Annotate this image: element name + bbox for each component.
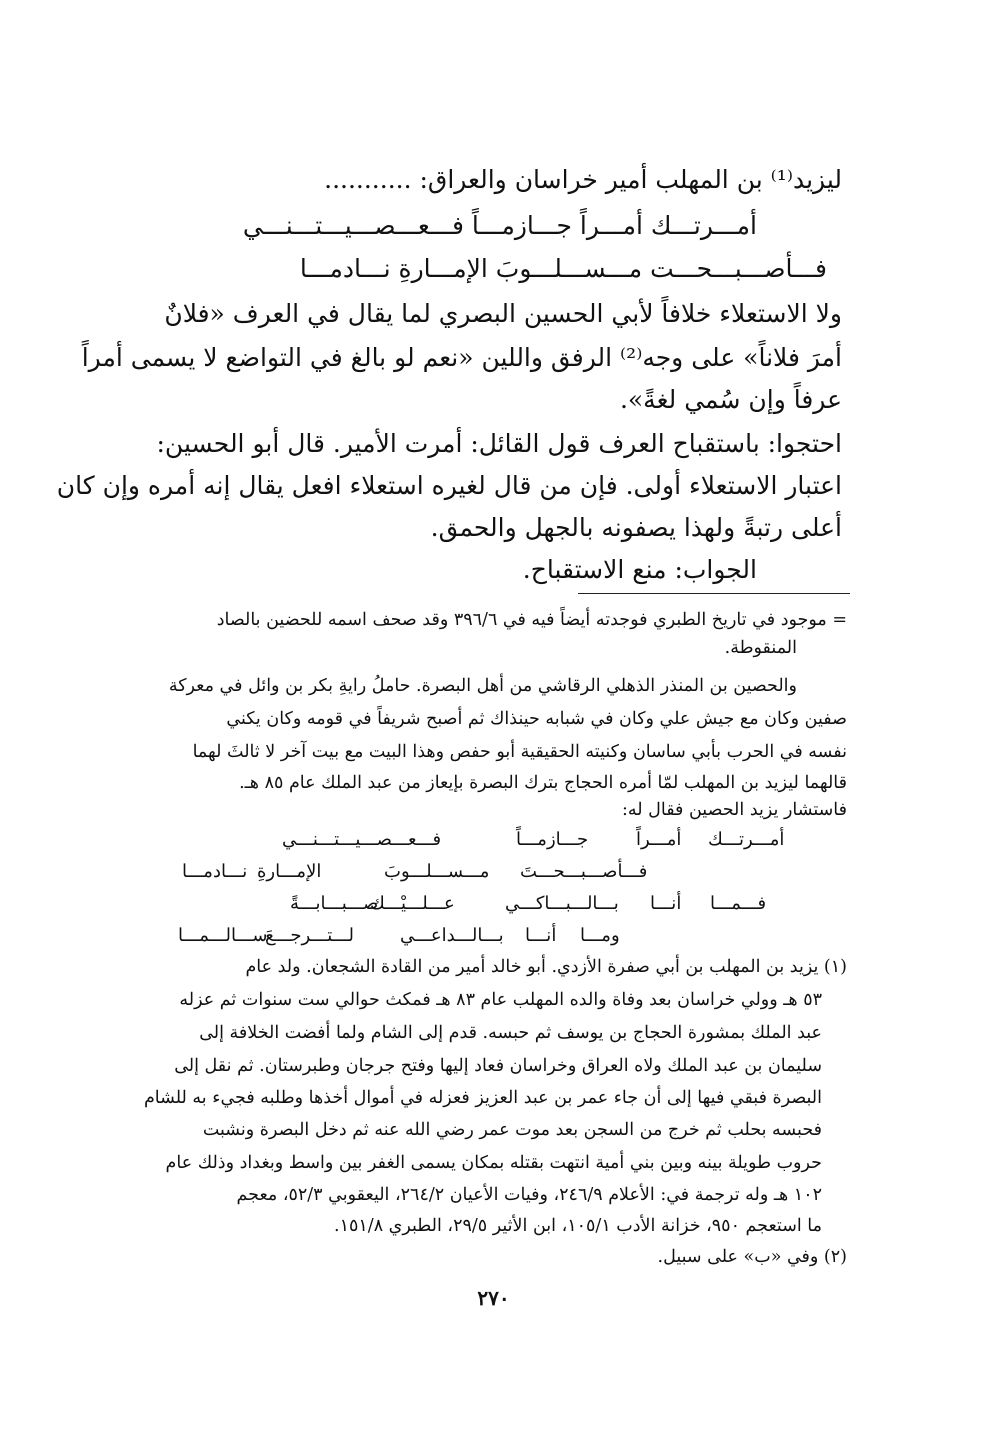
verse-word: نـــادمـــا xyxy=(182,861,248,882)
footnote-continuation-line-2: المنقوطة. xyxy=(724,638,797,658)
verse-word: أنـــا xyxy=(525,925,557,946)
footnote-continuation-line-1: = موجود في تاريخ الطبري فوجدته أيضاً فيه في ٣٩٦/٦ وقد صحف اسمه للحضين بالصاد xyxy=(216,610,847,630)
footnote-bio-line-4: قالهما ليزيد بن المهلب لمّا أمره الحجاج بترك البصرة بإيعاز من عبد الملك عام ٨٥ هـ. xyxy=(239,773,847,793)
verse-word: بـــالـــبـــاكـــي xyxy=(505,893,619,914)
footnote-verses xyxy=(0,825,987,945)
poem-line-1: أمـــرتـــك أمـــراً جـــازمـــاً فـــعـــصـــيـــتـــنـــي xyxy=(242,211,757,240)
verse-row-1 xyxy=(0,825,987,855)
footnote-1-line-1: (١) يزيد بن المهلب بن أبي صفرة الأزدي. أبو خالد أمير من القادة الشجعان. ولد عام xyxy=(245,957,847,977)
footnote-1-line-5: البصرة فبقي فيها إلى أن جاء عمر بن عبد العزيز فعزله في أموال أخذها وطلبه فجيء به للشام xyxy=(143,1088,822,1108)
footnote-1-line-6: فحبسه بحلب ثم خرج من السجن بعد موت عمر رضي الله عنه ثم دخل البصرة ونشبت xyxy=(202,1120,822,1140)
verse-word: فـــعـــصـــيـــتـــنـــي xyxy=(282,829,442,850)
paragraph-1-line-3: عرفاً وإن سُمي لغةً». xyxy=(619,385,842,414)
leader-dots: ........... xyxy=(324,165,412,194)
paragraph-1-line-1: ولا الاستعلاء خلافاً لأبي الحسين البصري لما يقال في العرف «فلانٌ xyxy=(164,299,842,328)
verse-word: فـــأصـــبـــحـــتَ xyxy=(520,861,648,882)
verse-row-2 xyxy=(0,857,987,887)
verse-row-4 xyxy=(0,921,987,951)
paragraph-2-line-3: أعلى رتبةً ولهذا يصفونه بالجهل والحمق. xyxy=(430,513,842,542)
page-number: ٢٧٠ xyxy=(477,1286,510,1310)
footnote-1-line-4: سليمان بن عبد الملك ولاه العراق وخراسان فعاد إليها وفتح جرجان وطبرستان. ثم نقل إلى xyxy=(174,1056,822,1076)
footnote-bio-line-1: والحصين بن المنذر الذهلي الرقاشي من أهل البصرة. حاملُ رايةِ بكر بن وائل في معركة xyxy=(168,676,797,696)
intro-line xyxy=(122,160,842,200)
verse-word: ومـــا xyxy=(580,925,620,946)
paragraph-2-line-2: اعتبار الاستعلاء أولى. فإن من قال لغيره استعلاء افعل يقال إنه أمره وإن كان xyxy=(56,471,842,500)
footnote-1-line-2: ٥٣ هـ وولي خراسان بعد وفاة والده المهلب عام ٨٣ هـ فمكث حوالي ست سنوات ثم عزله xyxy=(179,990,822,1010)
footnote-1-line-7: حروب طويلة بينه وبين بني أمية انتهت بقتله بمكان يسمى الغفر بين واسط وبغداد وذلك عام xyxy=(165,1153,822,1173)
paragraph-1-line-2: أمرَ فلاناً» على وجه⁽²⁾ الرفق واللين «نعم لو بالغ في التواضع لا يسمى أمراً xyxy=(81,343,842,372)
intro-text: ليزيد⁽¹⁾ بن المهلب أمير خراسان والعراق: xyxy=(419,165,842,194)
verse-word: بـــالـــداعـــي xyxy=(400,925,504,946)
footnote-separator xyxy=(578,593,850,594)
verse-word: ســـالـــمـــا xyxy=(178,925,268,946)
verse-word: الإمـــارةِ xyxy=(257,861,322,882)
footnote-bio-line-3: نفسه في الحرب بأبي ساسان وكنيته الحقيقية أبو حفص وهذا البيت مع بيت آخر لا ثالثَ لهما xyxy=(192,742,847,762)
verse-word: صـــبـــابـــةً xyxy=(290,893,379,914)
footnote-1-line-9: ما استعجم ٩٥٠، خزانة الأدب ١٠٥/١، ابن الأثير ٢٩/٥، الطبري ١٥١/٨. xyxy=(334,1216,822,1236)
verse-word: لـــتـــرجـــعَ xyxy=(265,925,355,946)
footnote-1-line-8: ١٠٢ هـ وله ترجمة في: الأعلام ٢٤٦/٩، وفيات الأعيان ٢٦٤/٢، اليعقوبي ٥٢/٣، معجم xyxy=(236,1185,822,1205)
verse-word: جـــازمـــاً xyxy=(516,829,589,850)
verse-word: عـــلـــيْـــك xyxy=(370,893,455,914)
verse-word: أمـــراً xyxy=(636,829,682,850)
verse-word: أنـــا xyxy=(650,893,682,914)
footnote-bio-line-2: صفين وكان مع جيش علي وكان في شبابه حينذاك ثم أصبح شريفاً في قومه وكان يكني xyxy=(226,709,847,729)
poem-line-2: فـــأصـــبـــحـــت مـــســـلـــوبَ الإمـــارةِ نـــادمـــا xyxy=(299,254,827,283)
verse-word: مـــســـلـــوبَ xyxy=(384,861,490,882)
footnote-bio-line-5: فاستشار يزيد الحصين فقال له: xyxy=(621,800,847,820)
answer-line: الجواب: منع الاستقباح. xyxy=(522,555,757,584)
verse-word: فـــمـــا xyxy=(710,893,767,914)
footnote-1-line-3: عبد الملك بمشورة الحجاج بن يوسف ثم حبسه. قدم إلى الشام ولما أفضت الخلافة إلى xyxy=(199,1023,822,1043)
verse-word: أمـــرتـــك xyxy=(708,829,785,850)
paragraph-2-line-1: احتجوا: باستقباح العرف قول القائل: أمرت الأمير. قال أبو الحسين: xyxy=(156,429,842,458)
footnote-2: (٢) وفي «ب» على سبيل. xyxy=(657,1247,847,1267)
verse-row-3 xyxy=(0,889,987,919)
